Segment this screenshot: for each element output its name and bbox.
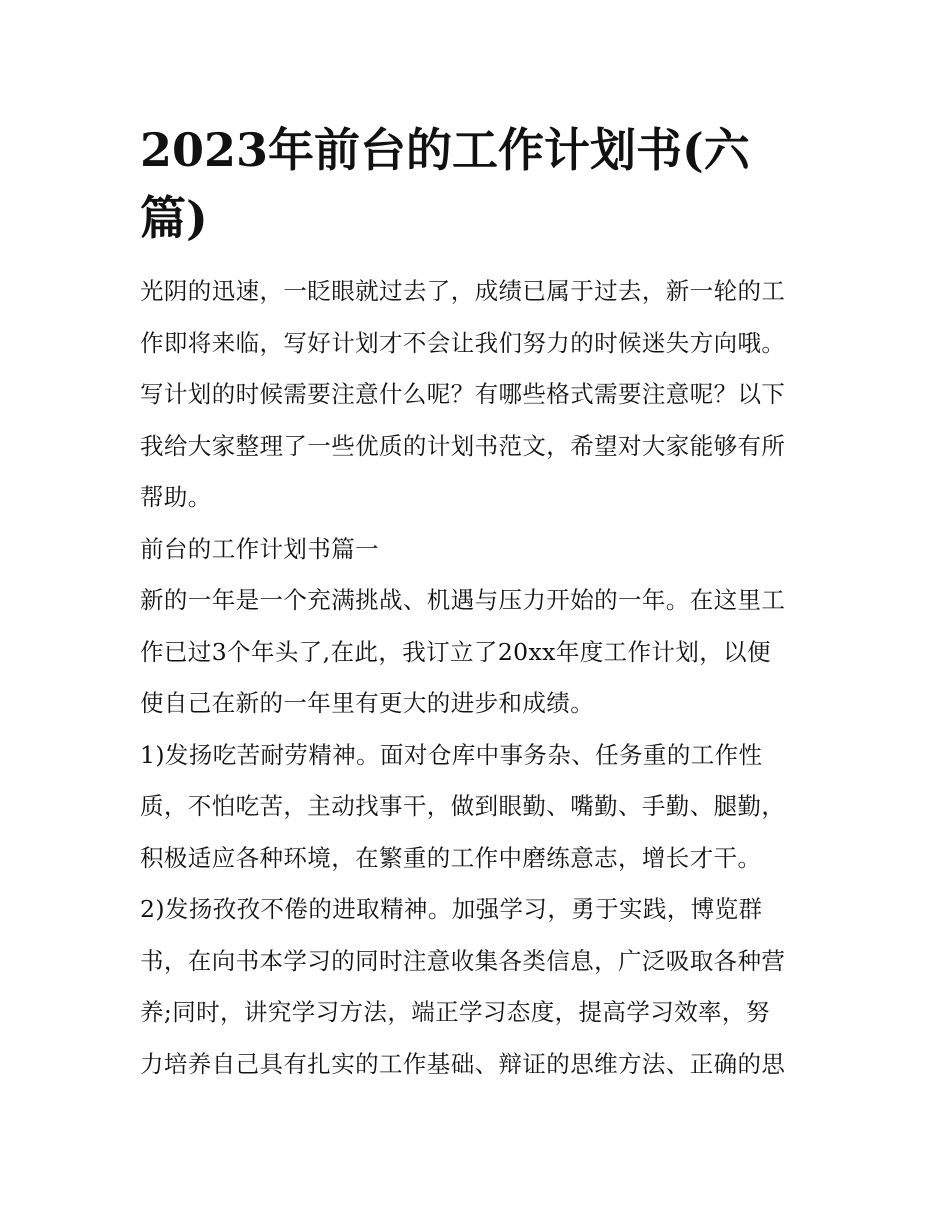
document-body xyxy=(140,266,812,1090)
body-line: 力培养自己具有扎实的工作基础、辩证的思维方法、正确的思 xyxy=(140,1049,786,1078)
body-line: 质，不怕吃苦，主动找事干，做到眼勤、嘴勤、手勤、腿勤， xyxy=(140,792,786,820)
section-heading: 前台的工作计划书篇一 xyxy=(140,534,379,563)
document-title-text: 2023年前台的工作计划书(六篇) xyxy=(140,123,750,245)
body-line: 帮助。 xyxy=(140,483,212,511)
body-line: 写计划的时候需要注意什么呢？有哪些格式需要注意呢？以下 xyxy=(140,380,786,408)
body-line: 书，在向书本学习的同时注意收集各类信息，广泛吸取各种营 xyxy=(140,946,786,975)
body-line: 作已过3个年头了,在此，我订立了20xx年度工作计划，以便 xyxy=(140,637,771,666)
body-line: 新的一年是一个充满挑战、机遇与压力开始的一年。在这里工 xyxy=(140,586,786,614)
body-line: 我给大家整理了一些优质的计划书范文，希望对大家能够有所 xyxy=(140,431,786,460)
body-line: 光阴的迅速，一眨眼就过去了，成绩已属于过去，新一轮的工 xyxy=(140,277,786,305)
document-page xyxy=(140,116,812,1090)
body-line: 养;同时，讲究学习方法，端正学习态度，提高学习效率，努 xyxy=(140,998,770,1026)
body-line: 积极适应各种环境，在繁重的工作中磨练意志，增长才干。 xyxy=(140,843,762,872)
document-title xyxy=(140,116,812,252)
body-line: 2)发扬孜孜不倦的进取精神。加强学习，勇于实践，博览群 xyxy=(140,895,763,923)
body-line: 1)发扬吃苦耐劳精神。面对仓库中事务杂、任务重的工作性 xyxy=(140,740,763,769)
body-line: 使自己在新的一年里有更大的进步和成绩。 xyxy=(140,689,595,717)
body-line: 作即将来临，写好计划才不会让我们努力的时候迷失方向哦。 xyxy=(140,328,786,357)
